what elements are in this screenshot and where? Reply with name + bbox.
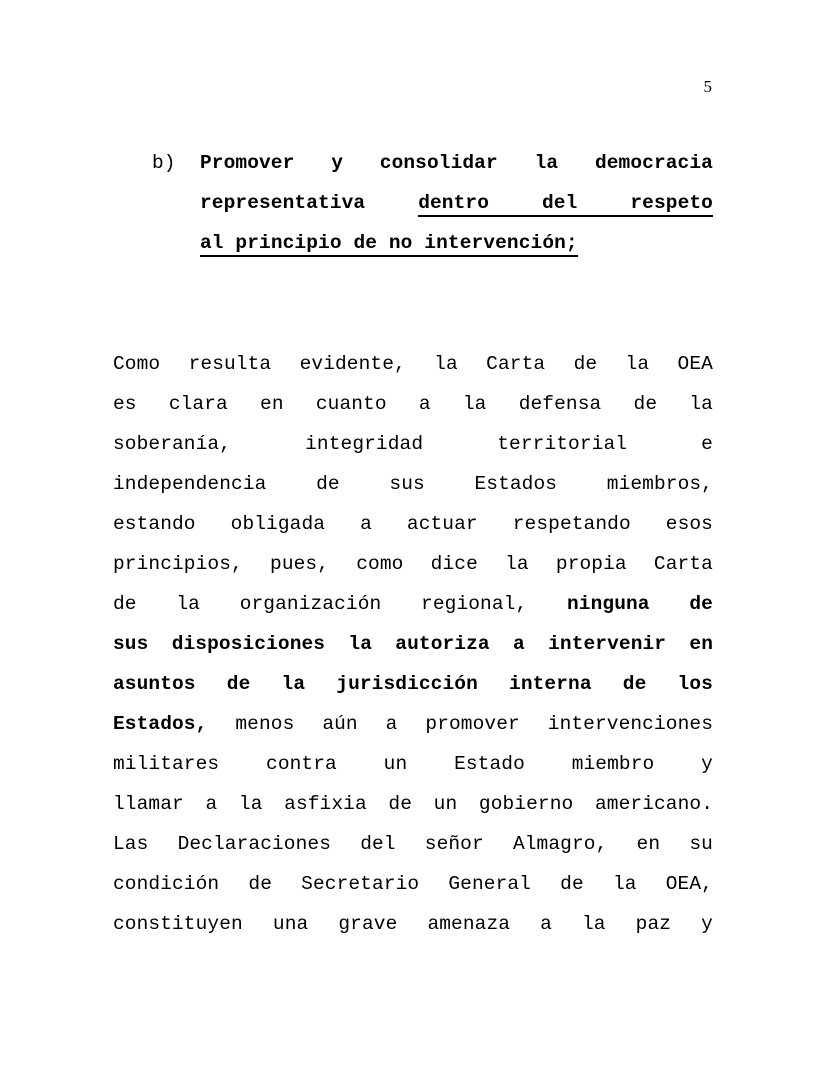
text-word: de bbox=[573, 353, 598, 375]
text-word: la bbox=[176, 593, 200, 615]
text-word: organización bbox=[239, 593, 382, 615]
text-word: Carta bbox=[486, 353, 546, 375]
text-word: interna bbox=[509, 673, 592, 695]
text-word: la bbox=[625, 353, 650, 375]
text-word: Promover bbox=[200, 152, 295, 174]
text-line bbox=[113, 864, 713, 904]
text-word: intervenciones bbox=[547, 713, 713, 735]
text-word: la bbox=[582, 913, 606, 935]
text-word: la bbox=[534, 152, 559, 174]
text-word: Carta bbox=[653, 553, 713, 575]
text-word: soberanía, bbox=[113, 433, 232, 455]
text-word: General bbox=[448, 873, 531, 895]
text-word: la bbox=[281, 673, 306, 695]
text-word: ninguna bbox=[567, 593, 650, 615]
text-word: menos bbox=[235, 713, 295, 735]
text-word: a bbox=[540, 913, 552, 935]
text-line bbox=[113, 584, 713, 624]
text-word: resulta bbox=[188, 353, 272, 375]
text-word: de bbox=[113, 593, 137, 615]
text-word: y bbox=[701, 753, 713, 775]
text-word: autoriza bbox=[395, 633, 490, 655]
text-word: grave bbox=[338, 913, 398, 935]
text-word: intervenir bbox=[548, 633, 667, 655]
text-line bbox=[113, 344, 713, 384]
text-word: integridad bbox=[305, 433, 424, 455]
text-word: americano. bbox=[594, 793, 714, 815]
text-word: Estados bbox=[474, 473, 558, 495]
text-word: paz bbox=[635, 913, 672, 935]
text-word: un bbox=[383, 753, 408, 775]
text-word: consolidar bbox=[379, 152, 498, 174]
text-word: de bbox=[388, 793, 413, 815]
text-word: principio bbox=[235, 232, 342, 254]
text-word: no bbox=[388, 232, 413, 254]
text-word: de bbox=[353, 232, 378, 254]
text-word: representativa bbox=[200, 192, 366, 214]
text-word: señor bbox=[424, 833, 484, 855]
text-word: de bbox=[633, 393, 658, 415]
text-word: de bbox=[316, 473, 340, 495]
text-word: una bbox=[272, 913, 309, 935]
text-word: respeto bbox=[630, 192, 713, 214]
text-word: a bbox=[205, 793, 218, 815]
text-word: miembros, bbox=[606, 473, 713, 495]
text-word: a bbox=[418, 393, 431, 415]
text-word: Declaraciones bbox=[177, 833, 332, 855]
text-line bbox=[113, 784, 713, 824]
text-word: contra bbox=[266, 753, 337, 775]
text-word: como bbox=[356, 553, 404, 575]
text-word: principios, bbox=[113, 553, 243, 575]
text-word: la bbox=[462, 393, 487, 415]
text-word: evidente, bbox=[299, 353, 406, 375]
underline-rule bbox=[418, 215, 713, 217]
text-word: actuar bbox=[406, 513, 478, 535]
text-word: del bbox=[360, 833, 396, 855]
text-word: llamar bbox=[113, 793, 184, 815]
text-line bbox=[113, 384, 713, 424]
text-word: sus bbox=[113, 633, 149, 655]
body-paragraph bbox=[113, 344, 713, 944]
clause-text bbox=[200, 143, 713, 263]
text-word: jurisdicción bbox=[336, 673, 478, 695]
text-word: de bbox=[226, 673, 251, 695]
text-word: al bbox=[200, 232, 224, 254]
text-word: la bbox=[612, 873, 637, 895]
text-word: en bbox=[260, 393, 284, 415]
text-word: dice bbox=[430, 553, 478, 575]
text-word: en bbox=[689, 633, 714, 655]
text-word: de bbox=[560, 873, 584, 895]
text-word: la bbox=[348, 633, 373, 655]
text-word: a bbox=[513, 633, 525, 655]
text-word: esos bbox=[665, 513, 713, 535]
text-line bbox=[113, 904, 713, 944]
text-word: independencia bbox=[113, 473, 267, 495]
text-word: territorial bbox=[497, 433, 628, 455]
text-word: la bbox=[689, 393, 713, 415]
text-word: asuntos bbox=[113, 673, 196, 695]
text-word: respetando bbox=[512, 513, 631, 535]
text-word: defensa bbox=[518, 393, 602, 415]
text-word: obligada bbox=[230, 513, 326, 535]
text-word: sus bbox=[389, 473, 425, 495]
text-word: Como bbox=[113, 353, 161, 375]
text-line bbox=[113, 544, 713, 584]
text-word: estando bbox=[113, 513, 196, 535]
text-line bbox=[113, 464, 713, 504]
text-word: amenaza bbox=[427, 913, 511, 935]
text-word: gobierno bbox=[478, 793, 574, 815]
text-word: de bbox=[622, 673, 647, 695]
text-word: asfixia bbox=[284, 793, 367, 815]
text-word: propia bbox=[555, 553, 627, 575]
text-word: a bbox=[360, 513, 372, 535]
text-line bbox=[113, 664, 713, 704]
text-word: condición bbox=[113, 873, 220, 895]
text-word: constituyen bbox=[113, 913, 243, 935]
text-word: a bbox=[385, 713, 398, 735]
text-word: intervención; bbox=[424, 232, 578, 254]
clause-marker: b) bbox=[152, 152, 176, 174]
text-line bbox=[200, 223, 713, 263]
text-line bbox=[113, 424, 713, 464]
text-word: cuanto bbox=[315, 393, 387, 415]
text-word: y bbox=[331, 152, 343, 174]
text-line bbox=[113, 824, 713, 864]
text-word: un bbox=[433, 793, 458, 815]
text-word: miembro bbox=[571, 753, 655, 775]
text-word: su bbox=[689, 833, 713, 855]
text-line bbox=[113, 704, 713, 744]
text-word: aún bbox=[322, 713, 358, 735]
text-word: democracia bbox=[594, 152, 713, 174]
text-word: e bbox=[701, 433, 713, 455]
document-body bbox=[113, 143, 713, 944]
text-word: militares bbox=[113, 753, 220, 775]
text-word: en bbox=[636, 833, 661, 855]
text-line bbox=[200, 143, 713, 183]
text-word: Estados, bbox=[113, 713, 208, 735]
text-word: de bbox=[689, 593, 713, 615]
text-word: Las bbox=[113, 833, 149, 855]
page-number: 5 bbox=[703, 77, 712, 96]
text-line bbox=[200, 183, 713, 223]
text-word: OEA bbox=[677, 353, 713, 375]
text-word: Almagro, bbox=[512, 833, 608, 855]
text-word: la bbox=[434, 353, 458, 375]
text-word: es bbox=[113, 393, 137, 415]
text-word: OEA, bbox=[665, 873, 713, 895]
text-word: dentro bbox=[418, 192, 490, 214]
underline-rule bbox=[200, 255, 578, 257]
text-word: de bbox=[248, 873, 272, 895]
text-word: los bbox=[677, 673, 713, 695]
text-word: Secretario bbox=[301, 873, 420, 895]
text-line bbox=[113, 744, 713, 784]
text-word: disposiciones bbox=[171, 633, 326, 655]
text-word: la bbox=[505, 553, 529, 575]
text-word: Estado bbox=[454, 753, 525, 775]
text-word: y bbox=[701, 913, 713, 935]
clause-item-b bbox=[152, 143, 713, 263]
text-word: promover bbox=[425, 713, 520, 735]
text-line bbox=[113, 624, 713, 664]
text-word: pues, bbox=[270, 553, 330, 575]
text-word: clara bbox=[168, 393, 228, 415]
text-word: regional, bbox=[421, 593, 528, 615]
text-word: la bbox=[238, 793, 263, 815]
text-line bbox=[113, 504, 713, 544]
text-word: del bbox=[541, 192, 578, 214]
